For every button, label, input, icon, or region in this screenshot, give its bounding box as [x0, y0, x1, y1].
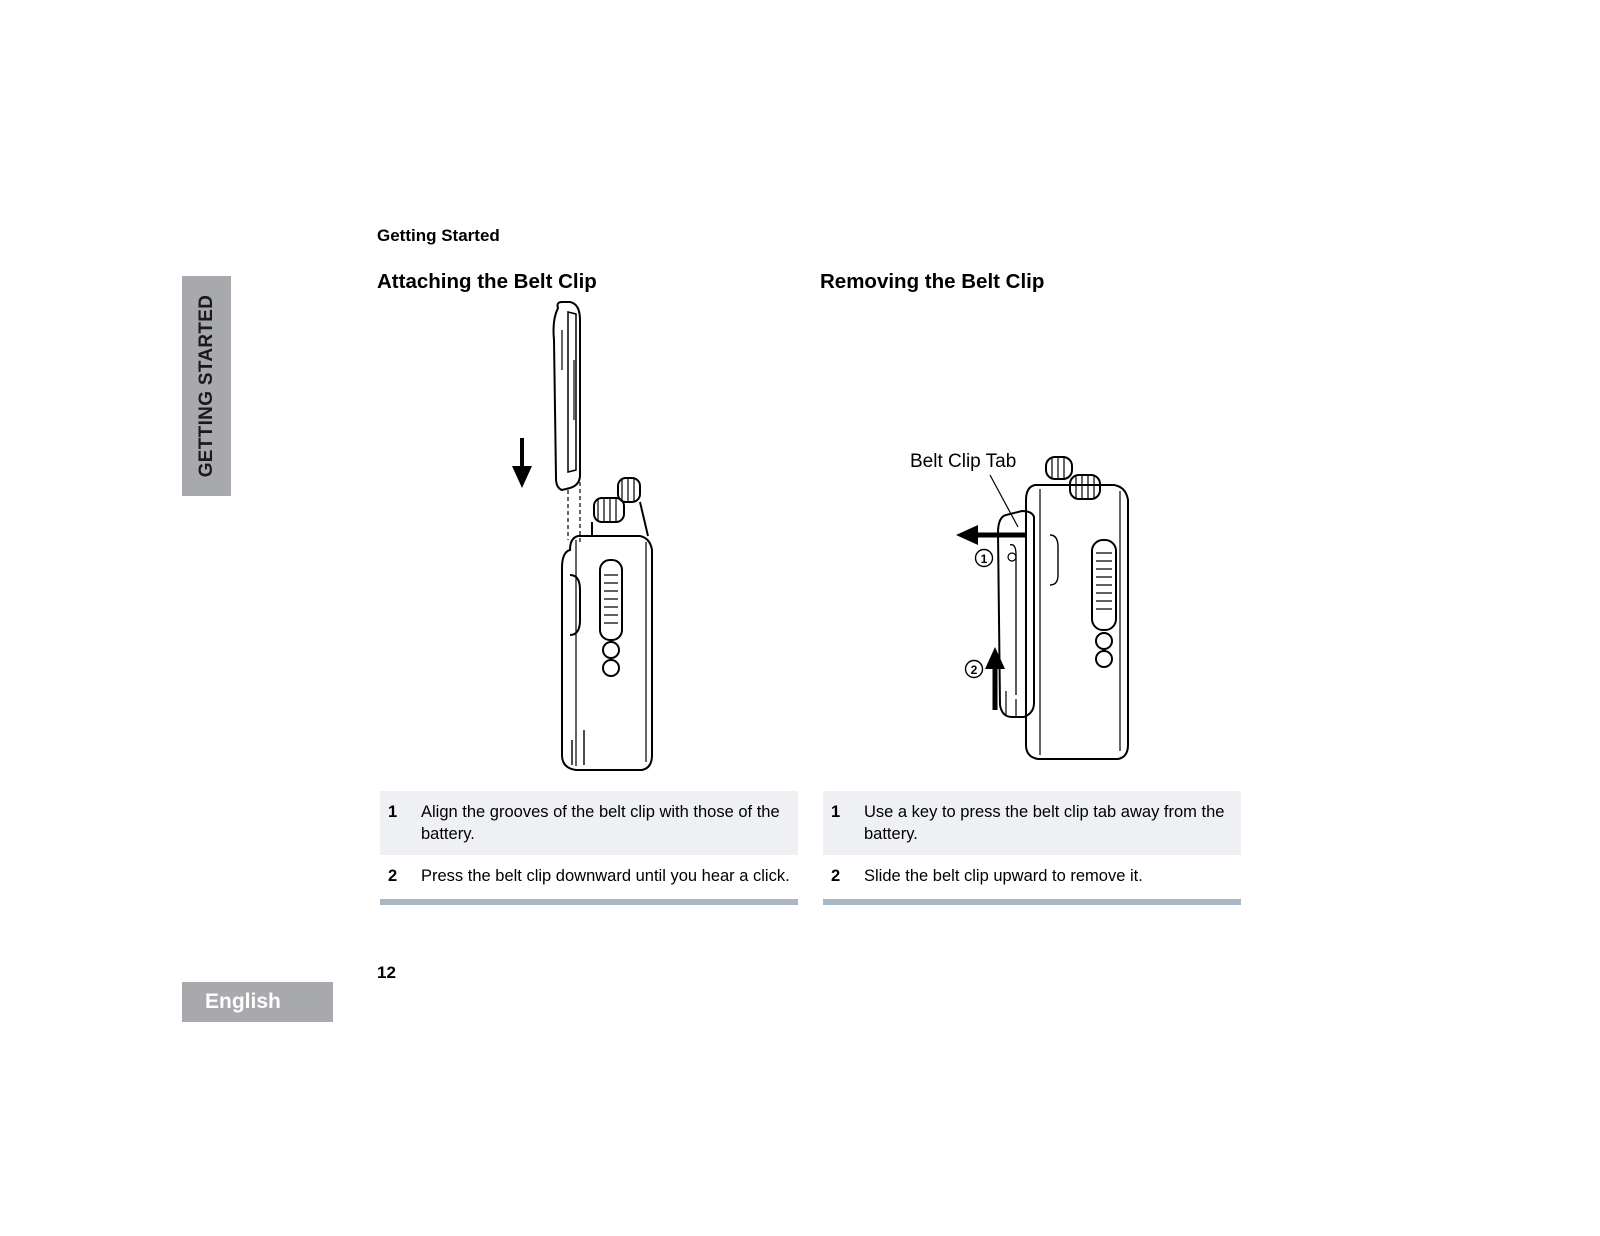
table-row: [380, 791, 798, 855]
language-tab: English: [182, 982, 333, 1022]
section-title-attaching: Attaching the Belt Clip: [377, 270, 597, 293]
table-bottom-rule: [823, 899, 1241, 905]
step-number: 1: [388, 803, 398, 821]
attach-belt-clip-illustration: [500, 300, 700, 780]
chapter-side-tab: [182, 276, 231, 496]
step-text: Use a key to press the belt clip tab away from the battery.: [864, 803, 1225, 843]
step-text: Press the belt clip downward until you hear a click.: [421, 867, 790, 885]
step-text: Slide the belt clip upward to remove it.: [864, 867, 1143, 885]
table-bottom-rule: [380, 899, 798, 905]
remove-steps-table: [823, 791, 1241, 905]
attach-steps-table: [380, 791, 798, 905]
belt-clip-tab-callout: Belt Clip Tab: [910, 451, 1017, 472]
table-row: [823, 855, 1241, 897]
page-number: 12: [377, 963, 396, 982]
chapter-side-tab-label: GETTING STARTED: [195, 294, 217, 478]
section-title-removing: Removing the Belt Clip: [820, 270, 1045, 293]
running-head: Getting Started: [377, 226, 500, 245]
table-row: [380, 855, 798, 897]
callout-marker-2: 2: [970, 663, 978, 677]
step-number: 2: [831, 867, 841, 885]
table-row: [823, 791, 1241, 855]
step-number: 2: [388, 867, 398, 885]
callout-marker-1: 1: [980, 552, 988, 566]
remove-belt-clip-illustration: [950, 455, 1140, 775]
step-text: Align the grooves of the belt clip with those of the battery.: [421, 803, 780, 843]
step-number: 1: [831, 803, 841, 821]
